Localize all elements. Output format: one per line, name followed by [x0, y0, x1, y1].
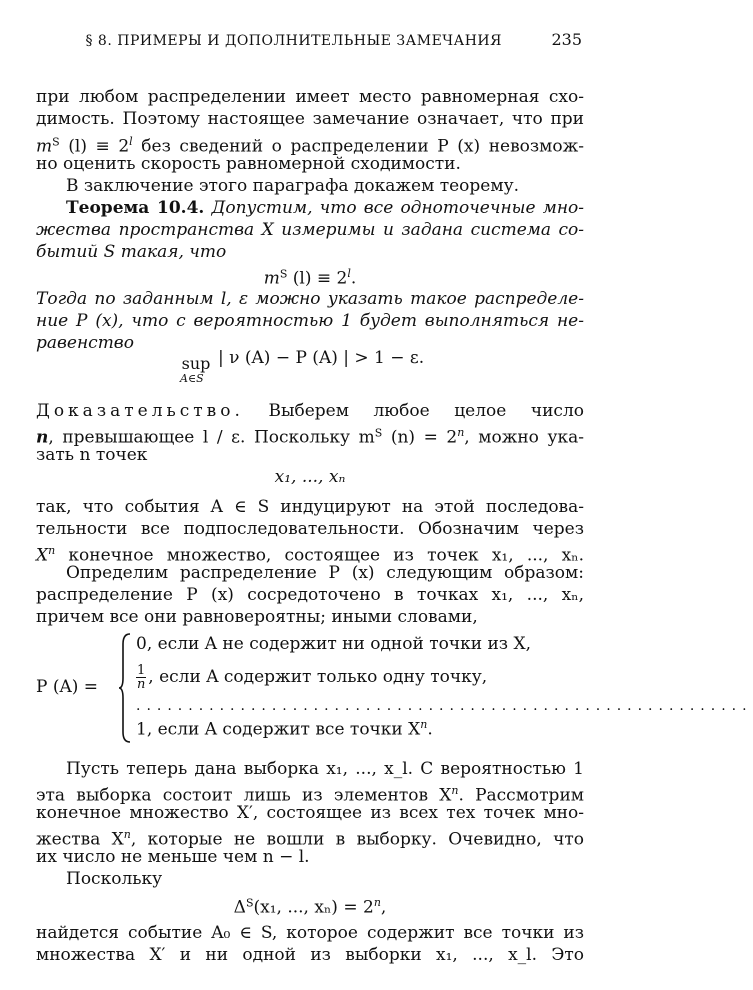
case-ellipsis-dots: ...........................................................	[136, 698, 753, 714]
text-line: $m^S$ $(l) \equiv 2^l$ без сведений о распределении P (x) невозмож-	[36, 135, 584, 157]
theorem-line: Теорема 10.4. Допустим, что все одноточечные мно-	[66, 198, 585, 218]
text-line: эта выборка состоит лишь из элементов $X^n$. Рассмотрим	[36, 784, 584, 806]
formula-delta: $\Delta^S(x_1$, ..., $x_n) = 2^n$,	[233, 896, 387, 918]
case-zero: 0, если A не содержит ни одной точки из X,	[136, 634, 531, 654]
text-line: жества $X^n$, которые не вошли в выборку. Очевидно, что	[36, 828, 585, 850]
theorem-line: Тогда по заданным l, ε можно указать такое распределе-	[36, 289, 584, 309]
theorem-line: жества пространства X измеримы и задана система со-	[36, 220, 584, 240]
proof-label: Доказательство.	[36, 401, 244, 421]
case-all-points: 1, если A содержит все точки $X^n$.	[136, 718, 433, 740]
theorem-line: ние P (x), что с вероятностью 1 будет выполняться не-	[36, 311, 584, 331]
formula-ms: $m^S$ $(l) \equiv 2^l$.	[263, 267, 357, 289]
left-brace	[118, 632, 132, 744]
case-one-point: $\frac{1}{n}$ , если A содержит только одну точку,	[136, 663, 488, 692]
text-line: их число не меньше чем n − l.	[36, 847, 310, 867]
text-line: конечное множество X′, состоящее из всех тех точек мно-	[36, 803, 584, 823]
theorem-line: бытий S такая, что	[36, 242, 227, 262]
text-line: В заключение этого параграфа докажем теорему.	[66, 176, 519, 196]
text-line: Пусть теперь дана выборка x₁, ..., x_l. С вероятностью 1	[66, 759, 584, 779]
formula-points: x₁, ..., xₙ	[274, 467, 346, 487]
text-line: но оценить скорость равномерной сходимости.	[36, 154, 461, 174]
proof-line: n, превышающее l / ε. Поскольку $m^S$ $(n) = 2^n$, можно ука-	[36, 426, 584, 448]
piecewise-lhs: P (A) =	[36, 677, 99, 697]
page-number: 235	[551, 30, 582, 49]
proof-line: распределение P (x) сосредоточено в точках x₁, ..., xₙ,	[36, 585, 584, 605]
text-line: Поскольку	[66, 869, 163, 889]
sup-operator: sup	[181, 354, 211, 373]
proof-line: Определим распределение P (x) следующим образом:	[66, 563, 584, 583]
theorem-line: равенство	[36, 333, 134, 353]
proof-line: зать n точек	[36, 445, 148, 465]
sup-subscript: A∈S	[180, 372, 204, 385]
proof-line: так, что события A ∈ S индуцируют на этой последова-	[36, 497, 584, 517]
fraction-one-over-n: $\frac{1}{n}$	[136, 663, 146, 692]
proof-line: причем все они равновероятны; иными словами,	[36, 607, 478, 627]
theorem-label: Теорема 10.4.	[66, 198, 205, 218]
proof-line: $X^n$ конечное множество, состоящее из точек x₁, ..., xₙ.	[36, 544, 584, 566]
formula-inequality: | ν (A) − P (A) | > 1 − ε.	[218, 348, 425, 368]
running-header	[36, 30, 582, 52]
text-line: множества X′ и ни одной из выборки x₁, ..., x_l. Это	[36, 945, 584, 965]
proof-line: Доказательство. Выберем любое целое число	[36, 401, 584, 421]
section-title: § 8. ПРИМЕРЫ И ДОПОЛНИТЕЛЬНЫЕ ЗАМЕЧАНИЯ	[85, 33, 502, 49]
text-line: при любом распределении имеет место равномерная схо-	[36, 87, 584, 107]
text-line: димость. Поэтому настоящее замечание означает, что при	[36, 109, 584, 129]
text-line: найдется событие A₀ ∈ S, которое содержит все точки из	[36, 923, 584, 943]
proof-line: тельности все подпоследовательности. Обозначим через	[36, 519, 584, 539]
